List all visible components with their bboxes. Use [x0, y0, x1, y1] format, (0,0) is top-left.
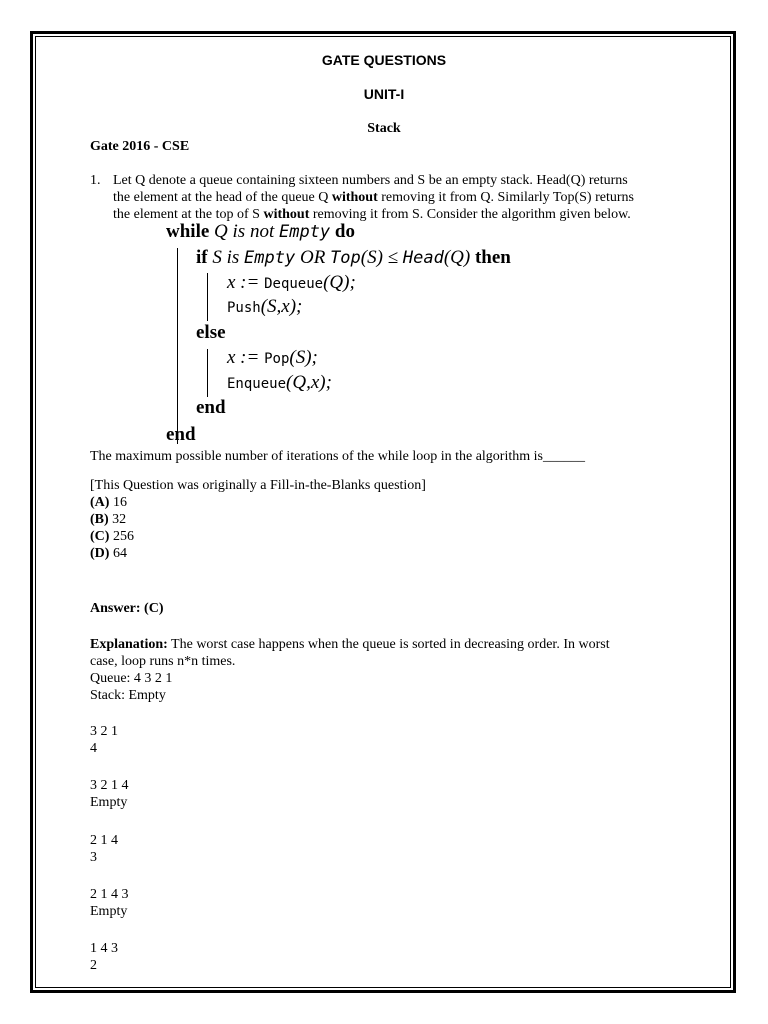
option-d: (D) 64: [90, 546, 127, 561]
page-title: GATE QUESTIONS: [321, 52, 447, 68]
trace-queue: 3 2 1: [90, 724, 118, 739]
option-b: (B) 32: [90, 512, 127, 527]
algo-enqueue-line: Enqueue(Q,x);: [227, 372, 332, 393]
source-label: Gate 2016 - CSE: [90, 139, 190, 154]
trace-queue: 2 1 4: [90, 833, 118, 848]
trace-stack: Empty: [90, 904, 128, 919]
algo-end-inner: end: [196, 397, 226, 418]
while-body-bar: [177, 248, 178, 444]
answer-label: Answer: (C): [90, 601, 164, 616]
trace-stack: 4: [90, 741, 97, 756]
trace-stack: 3: [90, 850, 97, 865]
trace-stack: Empty: [90, 795, 128, 810]
algo-if-line: if S is Empty OR Top(S) ≤ Head(Q) then: [196, 247, 511, 268]
algo-else-line: else: [196, 322, 226, 343]
question-number: 1.: [90, 173, 101, 188]
explanation-stack: Stack: Empty: [90, 688, 166, 703]
algo-push-line: Push(S,x);: [227, 296, 303, 317]
algo-end-outer: end: [166, 424, 196, 445]
question-prompt: The maximum possible number of iterations of the while loop in the algorithm is______: [90, 449, 585, 464]
algo-dequeue-line: x := Dequeue(Q);: [227, 272, 356, 293]
then-body-bar: [207, 273, 208, 321]
question-line-1: Let Q denote a queue containing sixteen numbers and S be an empty stack. Head(Q) returns: [113, 173, 628, 188]
option-c: (C) 256: [90, 529, 134, 544]
question-note: [This Question was originally a Fill-in-the-Blanks question]: [90, 478, 426, 493]
explanation-line-2: case, loop runs n*n times.: [90, 654, 236, 669]
else-body-bar: [207, 349, 208, 397]
topic-heading: Stack: [367, 121, 401, 136]
trace-stack: 2: [90, 958, 97, 973]
trace-queue: 2 1 4 3: [90, 887, 129, 902]
algo-pop-line: x := Pop(S);: [227, 347, 318, 368]
question-line-3: the element at the top of S without removing it from S. Consider the algorithm given below.: [113, 207, 631, 222]
question-line-2: the element at the head of the queue Q without removing it from Q. Similarly Top(S) returns: [113, 190, 634, 205]
explanation-queue: Queue: 4 3 2 1: [90, 671, 173, 686]
unit-heading: UNIT-I: [363, 86, 405, 102]
trace-queue: 1 4 3: [90, 941, 118, 956]
explanation-line-1: Explanation: The worst case happens when the queue is sorted in decreasing order. In worst: [90, 637, 610, 652]
trace-queue: 3 2 1 4: [90, 778, 129, 793]
algo-while-line: while Q is not Empty do: [166, 221, 355, 242]
option-a: (A) 16: [90, 495, 127, 510]
